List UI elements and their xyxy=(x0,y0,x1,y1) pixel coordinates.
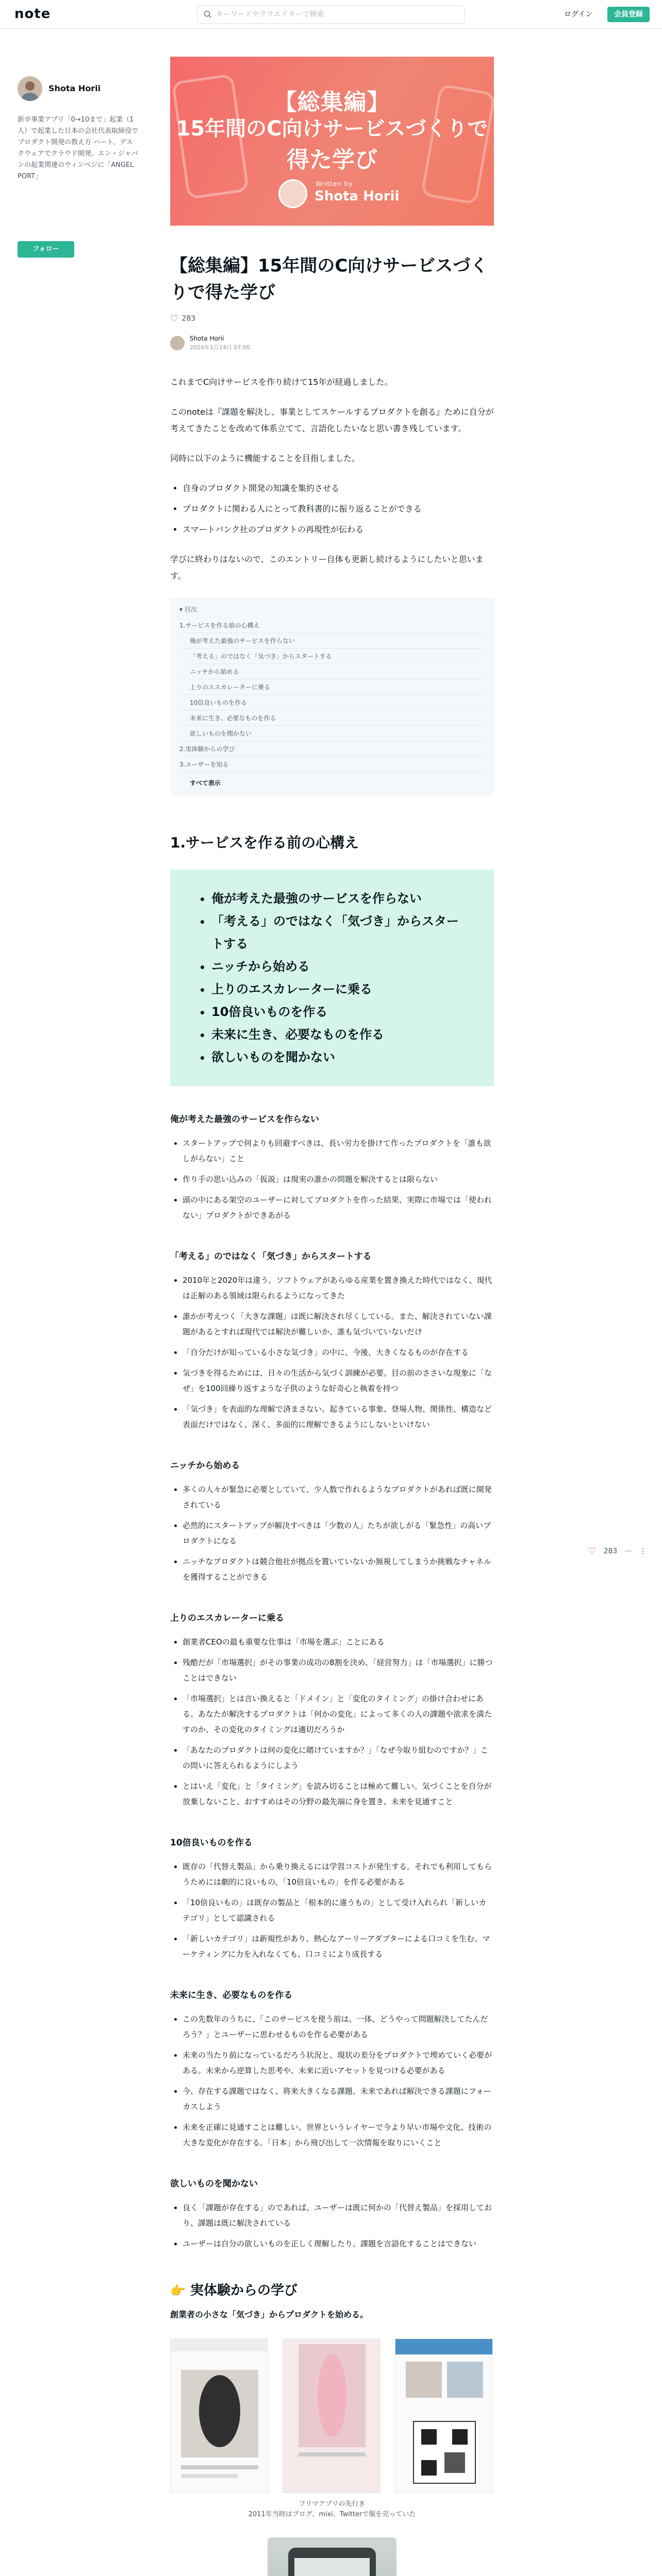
list-item: • 頭の中にある架空のユーザーに対してプロダクトを作った結果、実際に市場では「使われない」プロダクトができあがる xyxy=(183,1192,494,1223)
photo[interactable] xyxy=(268,2537,396,2576)
subsection xyxy=(170,1249,494,1432)
toc-item[interactable]: 欲しいものを聞かない xyxy=(179,726,485,741)
list-item: • 多くの人々が緊急に必要としていて、少人数で作れるようなプロダクトがあれば既に開発されている xyxy=(183,1482,494,1513)
subsection xyxy=(170,1611,494,1809)
floating-actions xyxy=(588,1546,652,1561)
list-item: • 「10倍良いもの」は既存の製品と「根本的に違うもの」として受け入れられ「新しいカテゴリ」として認識される xyxy=(183,1895,494,1926)
subsection-heading: 10倍良いものを作る xyxy=(170,1838,253,1848)
paragraph: このnoteは『課題を解決し、事業としてスケールするプロダクトを創る』ために自分が考えてきたことを改めて体系立てて、言語化したいなと思い書き残しています。 xyxy=(170,407,494,433)
author-name[interactable]: Shota Horii xyxy=(48,83,101,93)
list-item: • 「自分だけが知っている小さな気づき」の中に、今後、大きくなるものが存在する xyxy=(183,1345,494,1360)
floating-like-count: 283 xyxy=(603,1547,618,1555)
subsection-heading: ニッチから始める xyxy=(170,1461,240,1471)
bullet-list xyxy=(183,480,494,538)
signup-button[interactable]: 会員登録 xyxy=(607,7,650,22)
summary-item: • 未来に生き、必要なものを作る xyxy=(211,1023,465,1046)
summary-item: • 「考える」のではなく「気づき」からスタートする xyxy=(211,910,465,955)
byline xyxy=(170,334,494,352)
subsection-heading: 未来に生き、必要なものを作る xyxy=(170,1990,293,2001)
note-logo[interactable]: note xyxy=(14,6,51,22)
paragraph: 同時に以下のように機能することを目指しました。 xyxy=(170,453,360,463)
toc-item[interactable]: 俺が考えた最強のサービスを作らない xyxy=(179,633,485,649)
login-button[interactable]: ログイン xyxy=(557,7,600,22)
hero-author-avatar xyxy=(278,179,307,208)
more-icon[interactable]: ⋮ xyxy=(639,1547,647,1555)
list-item: • とはいえ「変化」と「タイミング」を読み切ることは極めて難しい。気づくことを自分が放棄しないこと、おすすめはその分野の最先端に身を置き、未来を見通すこと xyxy=(183,1778,494,1809)
list-item: • 必然的にスタートアップが解決すべきは「少数の人」たちが欲しがる「緊急性」の高いプロダクトになる xyxy=(183,1518,494,1549)
screenshot-image xyxy=(171,2339,268,2493)
photo-image xyxy=(268,2537,396,2576)
hero-title-line: 得た学び xyxy=(287,147,377,173)
list-item: • 未来を正確に見通すことは難しい。世界というレイヤーで今より早い市場や文化、技術の大きな変化が存在する。「日本」から飛び出して一次情報を取りにいくこと xyxy=(183,2120,494,2150)
article-title: 【総集編】15年間のC向けサービスづくりで得た学び xyxy=(170,256,488,303)
list-item: • 「市場選択」とは言い換えると「ドメイン」と「変化のタイミング」の掛け合わせにある。あなたが解決するプロダクトは「何かの変化」によって多くの人の課題や欲求を満たすのか、その変化のタイミングは適切だろうか xyxy=(183,1691,494,1737)
caption-line: 2011年当時はブログ、mixi、Twitterで服を売っていた xyxy=(248,2511,416,2518)
list-item: • ユーザーは自分の欲しいものを正しく理解したり、課題を言語化することはできない xyxy=(183,2236,494,2251)
app-screenshot[interactable] xyxy=(395,2338,493,2493)
byline-avatar[interactable] xyxy=(170,336,185,350)
toc-heading[interactable]: ▾ 目次 xyxy=(179,606,197,613)
share-icon[interactable]: ⋯ xyxy=(624,1547,632,1555)
person-icon xyxy=(18,76,42,101)
table-of-contents xyxy=(170,598,494,796)
list-item: • この先数年のうちに、「このサービスを使う前は、一体、どうやって問題解決してたんだろう？」とユーザーに思わせるものを作る必要がある xyxy=(183,2011,494,2042)
app-screenshot[interactable] xyxy=(170,2338,268,2493)
byline-date: 2024年1月14日 07:00 xyxy=(190,344,251,351)
subsection xyxy=(170,1835,494,1962)
subsection-heading: 欲しいものを聞かない xyxy=(170,2179,258,2189)
section-heading xyxy=(170,2280,494,2301)
summary-item: • 10倍良いものを作る xyxy=(211,1001,465,1023)
search-input[interactable] xyxy=(216,6,458,23)
subsection xyxy=(170,2176,494,2251)
toc-item[interactable]: 2.実体験からの学び xyxy=(179,741,485,757)
follow-label: フォロー xyxy=(32,245,59,253)
like-count: 283 xyxy=(181,314,196,323)
list-item: • 「気づき」を表面的な理解で済まさない。起きている事象、登場人物、関係性、構造など表面だけではなく、深く、多面的に理解できるようにしないといけない xyxy=(183,1401,494,1432)
summary-item: • 欲しいものを聞かない xyxy=(211,1046,465,1069)
toc-item[interactable]: 「考える」のではなく「気づき」からスタートする xyxy=(179,649,485,664)
list-item: • 今、存在する課題ではなく、将来大きくなる課題、未来であれば解決できる課題にフォーカスしよう xyxy=(183,2083,494,2114)
summary-item: • 上りのエスカレーターに乗る xyxy=(211,978,465,1001)
toc-item[interactable]: 3.ユーザーを知る xyxy=(179,757,485,772)
subsection-heading: 俺が考えた最強のサービスを作らない xyxy=(170,1114,319,1125)
section-heading-text: 実体験からの学び xyxy=(190,2283,297,2298)
heart-icon[interactable]: ♡ xyxy=(170,313,179,324)
toc-item[interactable]: 10倍良いものを作る xyxy=(179,695,485,710)
summary-item: • ニッチから始める xyxy=(211,955,465,978)
author-avatar[interactable] xyxy=(18,76,42,101)
heart-icon[interactable]: ♡ xyxy=(588,1546,597,1556)
hero-author-name: Shota Horii xyxy=(315,189,400,204)
caption-line: フリマアプリの先行き xyxy=(299,2500,366,2508)
toc-show-all[interactable]: すべて表示 xyxy=(190,779,221,787)
hero-image xyxy=(170,57,494,226)
subsection-heading: 上りのエスカレーターに乗る xyxy=(170,1613,284,1623)
toc-item[interactable]: ニッチから始める xyxy=(179,664,485,680)
like-row xyxy=(170,313,494,326)
list-item: • 残酷だが「市場選択」がその事業の成功の8割を決め、「経営努力」は「市場選択」に勝つことはできない xyxy=(183,1655,494,1686)
list-item: • 「新しいカテゴリ」は新規性があり、熱心なアーリーアダプターによる口コミを生む。マーケティングに力を入れなくても、口コミにより成長する xyxy=(183,1931,494,1962)
summary-box xyxy=(170,870,494,1086)
article-body xyxy=(170,374,494,584)
subsection xyxy=(170,1112,494,1223)
summary-item: • 俺が考えた最強のサービスを作らない xyxy=(211,887,465,910)
top-header xyxy=(0,0,662,29)
list-item: • 気づきを得るためには、日々の生活から気づく訓練が必要。目の前のささいな現象に「なぜ」を100回繰り返すような子供のような好奇心と執着を持つ xyxy=(183,1365,494,1396)
screenshot-row xyxy=(170,2338,494,2493)
list-item: • 未来の当たり前になっているだろう状況と、現状の差分をプロダクトで埋めていく必要がある。未来から逆算した思考や、未来に近いアセットを見つける必要がある xyxy=(183,2047,494,2078)
screenshot-image xyxy=(283,2339,380,2493)
subsection-heading: 「考える」のではなく「気づき」からスタートする xyxy=(170,1251,372,1262)
app-screenshot[interactable] xyxy=(283,2338,380,2493)
search-icon xyxy=(204,10,212,19)
paragraph: 学びに終わりはないので、このエントリー自体も更新し続けるようにしたいと思います。 xyxy=(170,554,484,581)
list-item: • プロダクトに関わる人にとって教科書的に振り返ることができる xyxy=(183,501,494,517)
list-item: • 既存の「代替え製品」から乗り換えるには学習コストが発生する。それでも利用してもらうためには劇的に良いもの、「10倍良いもの」を作る必要がある xyxy=(183,1859,494,1890)
section-heading: 1.サービスを作る前の心構え xyxy=(170,834,359,851)
list-item: • 2010年と2020年は違う。ソフトウェアがあらゆる産業を置き換えた時代ではなく、現代は正解のある領域は限られるようになってきた xyxy=(183,1273,494,1303)
list-item: • スタートアップで何よりも回避すべきは、長い労力を掛けて作ったプロダクトを「誰も欲しがらない」こと xyxy=(183,1136,494,1166)
list-item: • 良く「課題が存在する」のであれば、ユーザーは既に何かの「代替え製品」を採用しており、課題は既に解決されている xyxy=(183,2200,494,2231)
paragraph: これまでC向けサービスを作り続けて15年が経過しました。 xyxy=(170,377,393,387)
hero-title-line: 【総集編】 xyxy=(274,89,390,115)
list-item: • 「あなたのプロダクトは何の変化に賭けていますか？」「なぜ今取り組むのですか？」この問いに答えられるようにしよう xyxy=(183,1742,494,1773)
subsection xyxy=(170,1458,494,1585)
list-item: • スマートバンク社のプロダクトの再現性が伝わる xyxy=(183,521,494,538)
article xyxy=(170,252,494,2576)
image-caption xyxy=(170,2499,494,2520)
follow-button[interactable] xyxy=(18,241,74,258)
toc-item[interactable]: 上りのエスカレーターに乗る xyxy=(179,680,485,695)
toc-item[interactable]: 未来に生き、必要なものを作る xyxy=(179,710,485,726)
section-lead: 創業者の小さな「気づき」からプロダクトを始める。 xyxy=(170,2310,369,2319)
subsection xyxy=(170,1988,494,2150)
pointing-hand-icon: 👉 xyxy=(170,2283,186,2298)
screenshot-image xyxy=(395,2339,493,2493)
list-item: • 自身のプロダクト開発の知識を集約させる xyxy=(183,480,494,497)
hero-written-by: Written by xyxy=(316,180,353,188)
list-item: • ニッチなプロダクトは競合他社が拠点を置いていないか無視してしまうか挑戦なチャネルを獲得することができる xyxy=(183,1554,494,1585)
byline-name[interactable]: Shota Horii xyxy=(190,335,224,342)
list-item: • 誰かが考えつく「大きな課題」は既に解決され尽くしている。また、解決されていない課題があるとすれば現代では解決が難しいか、誰も気づいていないだけ xyxy=(183,1309,494,1340)
list-item: • 作り手の思い込みの「仮説」は現実の誰かの問題を解決するとは限らない xyxy=(183,1172,494,1187)
search-box[interactable] xyxy=(197,5,465,24)
list-item: • 創業者CEOの最も重要な仕事は「市場を選ぶ」ことにある xyxy=(183,1634,494,1650)
author-bio: 新卒事業アプリ「0→10まで」起業（1人）で起業した日本の会社代表取締役でプロダクト開発の教え方 ハート、デスクウェアでクラウド開発。エン・ジャパンの起業関連のウィンペジに「ANGEL PORT」 xyxy=(18,116,139,180)
hero-title-line: 15年間のC向けサービスづくりで xyxy=(176,117,488,141)
toc-item[interactable]: 1.サービスを作る前の心構え xyxy=(179,618,485,633)
